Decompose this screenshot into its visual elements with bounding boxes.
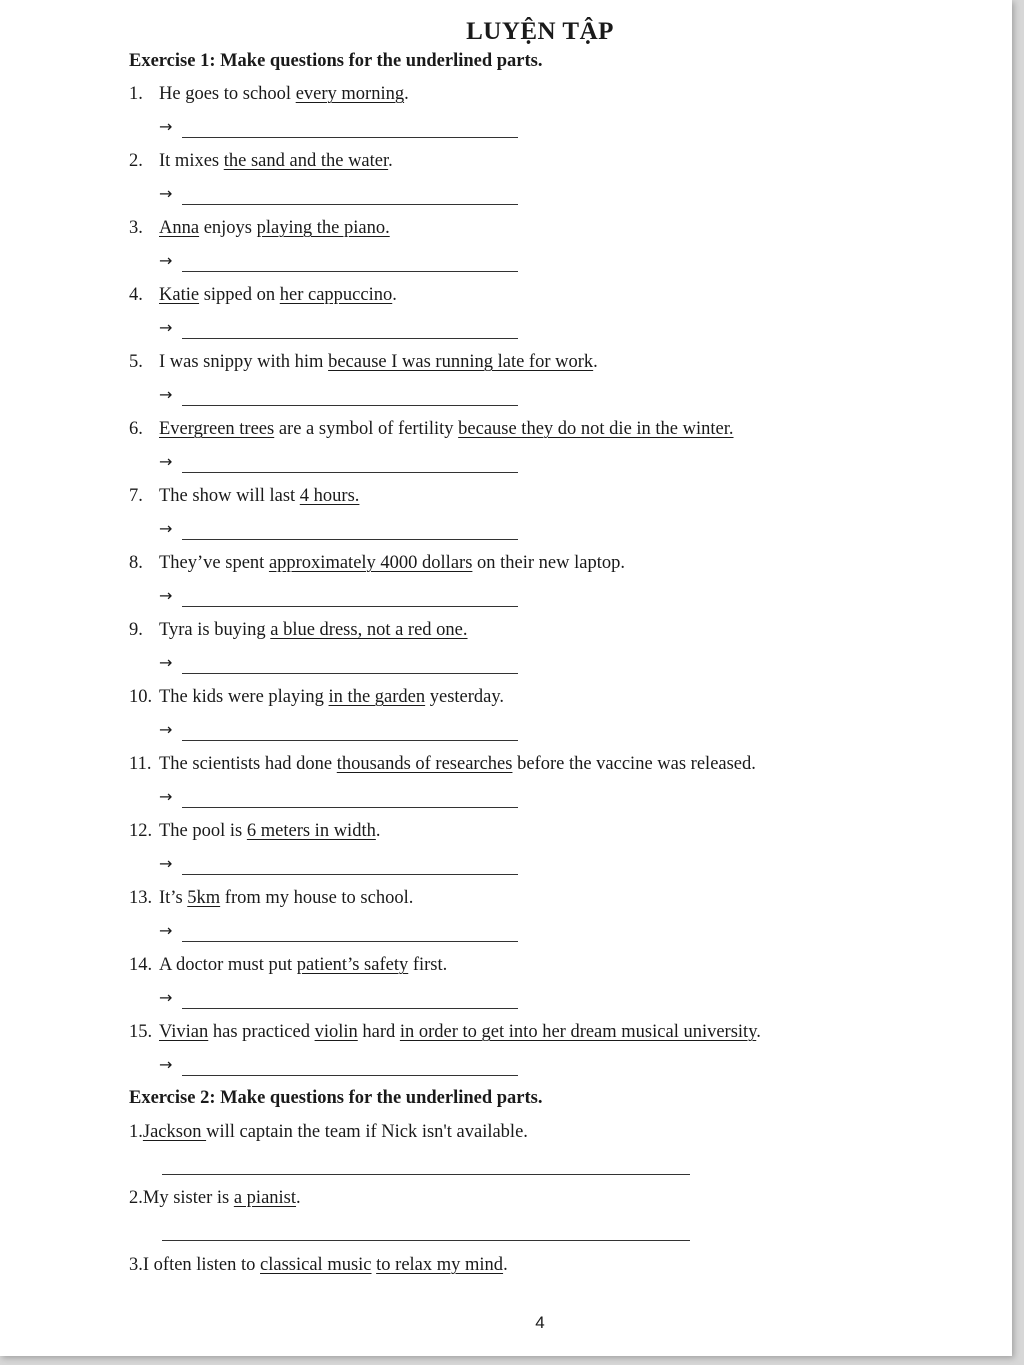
question-number: 11. [129, 754, 152, 774]
answer-line[interactable] [182, 606, 518, 607]
sentence-text: The scientists had done [159, 754, 337, 774]
question-item [129, 419, 734, 440]
underlined-part: a blue dress, not a red one. [270, 620, 468, 640]
question-item [129, 352, 598, 373]
sentence-text: The kids were playing [159, 687, 329, 707]
answer-arrow-icon: → [159, 385, 173, 404]
answer-arrow-icon: → [159, 787, 173, 806]
sentence-text: . [375, 821, 381, 841]
underlined-part: because they do not die in the winter. [458, 419, 734, 439]
answer-line[interactable] [182, 204, 518, 205]
sentence-text: The pool is [159, 821, 247, 841]
answer-arrow-icon: → [159, 720, 173, 739]
question-item [129, 1022, 761, 1043]
sentence-text: . [392, 285, 397, 305]
answer-arrow-icon: → [159, 318, 173, 337]
underlined-part: Anna [159, 218, 200, 238]
question-item [129, 486, 359, 507]
question-number: 4. [129, 285, 143, 305]
sentence-text: yesterday. [425, 687, 505, 707]
question-number: 3. [129, 218, 143, 238]
exercise-2-heading: Exercise 2: Make questions for the underlined parts. [129, 1088, 543, 1108]
question-number: 9. [129, 620, 143, 640]
question-item [129, 218, 390, 239]
answer-arrow-icon: → [159, 653, 173, 672]
question-item [129, 955, 447, 976]
page-title: LUYỆN TẬP [466, 18, 614, 45]
sentence-text: They’ve spent [159, 553, 269, 573]
underlined-part: in the garden [328, 687, 426, 707]
underlined-part: the sand and the water [223, 151, 389, 171]
answer-arrow-icon: → [159, 184, 173, 203]
question-item [129, 553, 625, 574]
sentence-text: . [296, 1188, 301, 1208]
underlined-part: patient’s safety [296, 955, 409, 975]
question-item [129, 687, 504, 708]
sentence-text: I often listen to [142, 1255, 261, 1275]
question-item [129, 620, 468, 641]
underlined-part: to relax my mind [376, 1255, 504, 1275]
question-item [129, 1188, 301, 1209]
sentence-text: My sister is [142, 1188, 234, 1208]
question-item [129, 1122, 528, 1143]
sentence-text: A doctor must put [159, 955, 297, 975]
answer-line[interactable] [162, 1240, 690, 1241]
answer-line[interactable] [182, 1008, 518, 1009]
underlined-part: classical music [260, 1255, 372, 1275]
answer-line[interactable] [182, 405, 518, 406]
underlined-part: in order to get into her dream musical university [399, 1022, 757, 1042]
underlined-part: thousands of researches [336, 754, 513, 774]
question-item [129, 821, 380, 842]
question-item [129, 84, 409, 105]
question-number: 1. [129, 1122, 143, 1142]
page-number: 4 [535, 1313, 545, 1332]
question-number: 8. [129, 553, 143, 573]
sentence-text: sipped on [199, 285, 280, 305]
sentence-text: It’s [159, 888, 188, 908]
sentence-text: I was snippy with him [159, 352, 329, 372]
exercise-1-heading: Exercise 1: Make questions for the underlined parts. [129, 51, 543, 71]
question-number: 13. [129, 888, 153, 908]
question-number: 7. [129, 486, 143, 506]
answer-line[interactable] [182, 941, 518, 942]
underlined-part: Jackson [142, 1122, 207, 1142]
underlined-part: 4 hours. [299, 486, 360, 506]
question-item [129, 754, 756, 775]
answer-arrow-icon: → [159, 854, 173, 873]
underlined-part: 6 meters in width [246, 821, 376, 841]
answer-arrow-icon: → [159, 1055, 173, 1074]
sentence-text: It mixes [159, 151, 224, 171]
underlined-part: Evergreen trees [159, 419, 275, 439]
question-number: 15. [129, 1022, 153, 1042]
sentence-text: He goes to school [159, 84, 296, 104]
answer-arrow-icon: → [159, 988, 173, 1007]
question-number: 3. [129, 1255, 143, 1275]
sentence-text: . [404, 84, 409, 104]
underlined-part: every morning [295, 84, 405, 104]
underlined-part: Katie [159, 285, 200, 305]
question-item [129, 285, 397, 306]
sentence-text: on their new laptop. [472, 553, 625, 573]
question-number: 2. [129, 1188, 143, 1208]
underlined-part: violin [314, 1022, 358, 1042]
question-number: 1. [129, 84, 143, 104]
answer-line[interactable] [182, 271, 518, 272]
answer-line[interactable] [162, 1174, 690, 1175]
answer-arrow-icon: → [159, 586, 173, 605]
sentence-text: will captain the team if Nick isn't available. [206, 1122, 528, 1142]
sentence-text: Tyra is buying [159, 620, 271, 640]
answer-line[interactable] [182, 472, 518, 473]
underlined-part: because I was running late for work [328, 352, 594, 372]
sentence-text: from my house to school. [220, 888, 414, 908]
question-number: 10. [129, 687, 153, 707]
question-number: 2. [129, 151, 143, 171]
sentence-text: enjoys [199, 218, 257, 238]
question-item [129, 151, 393, 172]
answer-arrow-icon: → [159, 251, 173, 270]
answer-line[interactable] [182, 807, 518, 808]
answer-line[interactable] [182, 673, 518, 674]
answer-line[interactable] [182, 338, 518, 339]
question-item [129, 1255, 508, 1276]
answer-arrow-icon: → [159, 519, 173, 538]
answer-line[interactable] [182, 539, 518, 540]
sentence-text: hard [357, 1022, 400, 1042]
underlined-part: 5km [187, 888, 221, 908]
sentence-text: has practiced [208, 1022, 315, 1042]
sentence-text: . [756, 1022, 761, 1042]
sentence-text: are a symbol of fertility [274, 419, 459, 439]
sentence-text: . [503, 1255, 508, 1275]
answer-line[interactable] [182, 740, 518, 741]
sentence-text: . [593, 352, 598, 372]
question-item [129, 888, 413, 909]
question-number: 6. [129, 419, 143, 439]
underlined-part: a pianist [233, 1188, 297, 1208]
question-number: 12. [129, 821, 153, 841]
underlined-part: her cappuccino [279, 285, 393, 305]
answer-arrow-icon: → [159, 117, 173, 136]
answer-line[interactable] [182, 137, 518, 138]
question-number: 14. [129, 955, 153, 975]
answer-line[interactable] [182, 874, 518, 875]
underlined-part: Vivian [159, 1022, 209, 1042]
underlined-part: approximately 4000 dollars [268, 553, 473, 573]
sentence-text: . [388, 151, 393, 171]
question-number: 5. [129, 352, 143, 372]
sentence-text: The show will last [159, 486, 300, 506]
answer-line[interactable] [182, 1075, 518, 1076]
sentence-text: first. [408, 955, 448, 975]
answer-arrow-icon: → [159, 452, 173, 471]
underlined-part: playing the piano. [256, 218, 390, 238]
answer-arrow-icon: → [159, 921, 173, 940]
sentence-text: before the vaccine was released. [512, 754, 756, 774]
